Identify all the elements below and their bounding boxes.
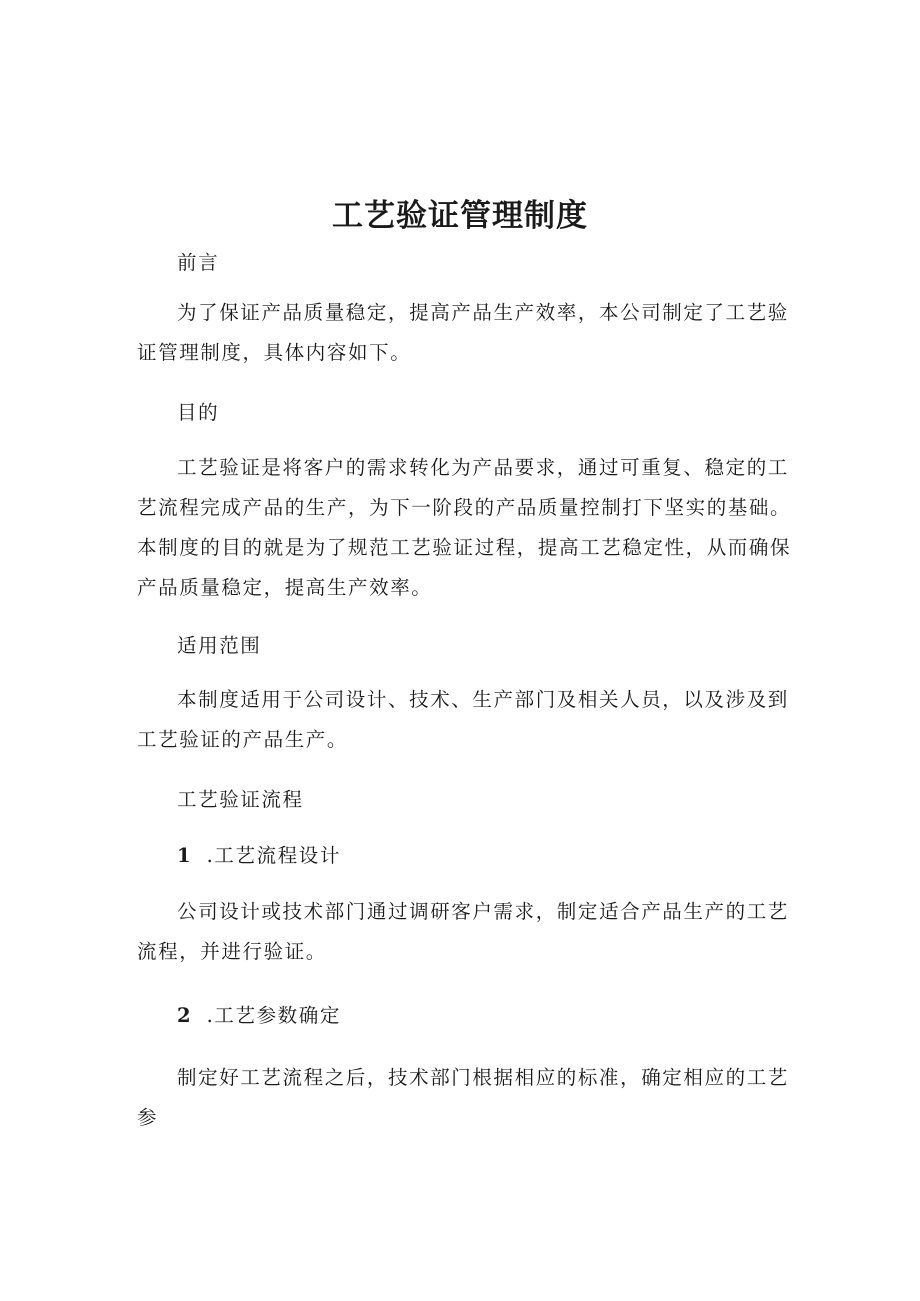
paragraph-scope: 本制度适用于公司设计、技术、生产部门及相关人员，以及涉及到工艺验证的产品生产。 xyxy=(137,688,789,751)
subsection-number-1: 1 xyxy=(177,844,191,867)
paragraph-preface: 为了保证产品质量稳定，提高产品生产效率，本公司制定了工艺验证管理制度，具体内容如下。 xyxy=(137,301,789,364)
section-heading-purpose: 目的 xyxy=(177,401,220,424)
subsection-title-2: .工艺参数确定 xyxy=(206,1004,341,1027)
paragraph-parameters: 制定好工艺流程之后，技术部门根据相应的标准，确定相应的工艺参 xyxy=(137,1066,789,1129)
subsection-heading-2 xyxy=(177,996,797,1036)
page-title: 工艺验证管理制度 xyxy=(332,198,588,234)
section-heading-preface: 前言 xyxy=(177,251,220,274)
subsection-heading-1 xyxy=(177,836,797,876)
subsection-number-2: 2 xyxy=(177,1004,191,1027)
paragraph-purpose: 工艺验证是将客户的需求转化为产品要求，通过可重复、稳定的工艺流程完成产品的生产，为下一阶段的产品质量控制打下坚实的基础。本制度的目的就是为了规范工艺验证过程，提高工艺稳定性，从而确保产品质量稳定，提高生产效率。 xyxy=(137,456,792,599)
paragraph-process-design: 公司设计或技术部门通过调研客户需求，制定适合产品生产的工艺流程，并进行验证。 xyxy=(137,900,789,963)
subsection-title-1: .工艺流程设计 xyxy=(206,844,341,867)
section-heading-process: 工艺验证流程 xyxy=(177,788,304,811)
section-heading-scope: 适用范围 xyxy=(177,634,262,657)
